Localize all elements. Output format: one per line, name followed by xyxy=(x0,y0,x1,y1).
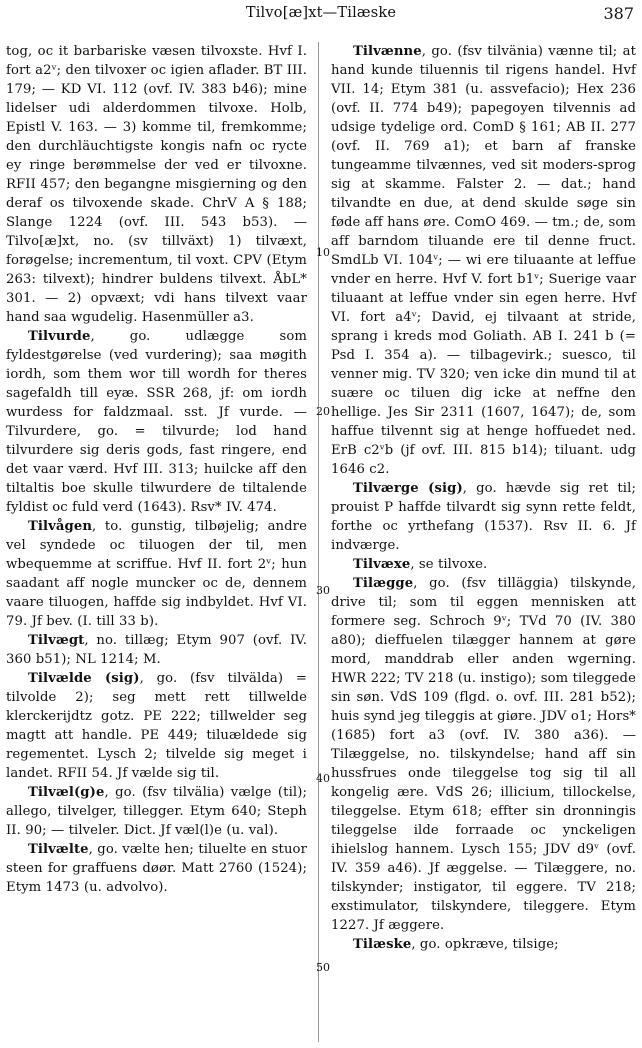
headword: Tilvægt xyxy=(28,633,85,648)
entry-tilvaelde: Tilvælde (sig), go. (fsv tilvälda) = tilvolde 2); seg mett rett tillwelde klerckerijdtz gotz. PE 222; tillwelder seg magtt att handle. PE 449; tiluældede sig regementet. Lysch 2; tilvelde sig meget i landet. RFII 54. Jf vælde sig til. xyxy=(6,671,307,781)
entry-tilvaelte: Tilvælte, go. vælte hen; tiluelte en stuor steen for graffuens døør. Matt 2760 (1524); Etym 1473 (u. advolvo). xyxy=(6,842,307,895)
entry-tilaeske: Tilæske, go. opkræve, tilsige; xyxy=(353,937,559,952)
headword: Tilvågen xyxy=(28,519,93,534)
headword: Tilvæl(g)e xyxy=(28,785,105,800)
line-number: 10 xyxy=(316,246,330,259)
line-number: 50 xyxy=(316,961,330,974)
headword: Tilvælde (sig) xyxy=(28,671,140,686)
page-number: 387 xyxy=(603,4,634,23)
running-header-title: Tilvo[æ]xt—Tilæske xyxy=(245,5,397,21)
headword: Tilvænne xyxy=(353,44,422,59)
line-number: 30 xyxy=(316,584,330,597)
entry-tilvaelge: Tilvæl(g)e, go. (fsv tilvälia) vælge (til); allego, tilvelger, tillegger. Etym 640; Steph II. 90; — tilveler. Dict. Jf væl(l)e (u. val). xyxy=(6,785,307,838)
right-column xyxy=(331,42,636,954)
line-number: 40 xyxy=(316,772,330,785)
headword: Tilvælte xyxy=(28,842,89,857)
entry-tilvaerge: Tilværge (sig), go. hævde sig ret til; prouist P haffde tilvardt sig synn rette feldt, forthe oc yrthefang (1537). Rsv II. 6. Jf indværge. xyxy=(331,481,636,553)
left-column xyxy=(6,42,307,897)
column-divider xyxy=(318,42,319,1042)
line-number: 20 xyxy=(316,405,330,418)
entry-tilvaegt: Tilvægt, no. tillæg; Etym 907 (ovf. IV. 360 b51); NL 1214; M. xyxy=(6,633,307,667)
headword: Tilægge xyxy=(353,576,414,591)
entry-continuation: tog, oc it barbariske væsen tilvoxste. Hvf I. fort a2ᵛ; den tilvoxer oc igien aflader. BT III. 179; — KD VI. 112 (ovf. IV. 383 b46); mine lidelser udi alderdommen tilvoxe. Holb, Epistl V. 163. — 3) komme til, fremkomme; den durchläuchtigste kongis nafn oc rycte ey ringe berømmelse der ved er tilvoxne. RFII 457; den begangne misgierning og den deraf os tilvoxende skade. ChrV A § 188; Slange 1224 (ovf. III. 543 b53). — Tilvo[æ]xt, no. (sv tillväxt) 1) tilvæxt, forøgelse; incrementum, til voxt. CPV (Etym 263: tilvext); hindrer buldens tilvext. ÅbL* 301. — 2) opvæxt; vdi hans tilvext vaar hand saa wgudelig. Hasenmüller a3. xyxy=(6,44,307,325)
headword: Tilværge (sig) xyxy=(353,481,463,496)
headword: Tilvæxe xyxy=(353,557,411,572)
entry-tilvaenne: Tilvænne, go. (fsv tilvänia) vænne til; at hand kunde tiluennis til rigens handel. Hvf VII. 14; Etym 381 (u. assvefacio); Hex 236 (ovf. II. 774 b49); papegoyen tilvennis ad udsige tydelige ord. ComD § 161; AB II. 277 (ovf. II. 769 a1); et barn af franske tungeamme tilvænnes, ved sit moders-sprog sig at skamme. Falster 2. — dat.; hand tilvandte en due, at dend skulde søge sin føde aff hans øre. ComO 469. — tm.; de, som aff barndom tiluande ere til denne fruct. SmdLb VI. 104ᵛ; — wi ere tiluaante at leffue vnder en herre. Hvf V. fort b1ᵛ; Suerige vaar tiluaant at leffue vnder sin egen herre. Hvf VI. fort a4ᵛ; David, ej tilvaant at stride, sprang i kreds mod Goliath. AB I. 241 b (= Psd I. 354 a). — tilbagevirk.; suesco, til venner mig. TV 320; ven icke din mund til at suære oc tiluen dig icke at neffne den hellige. Jes Sir 2311 (1607, 1647); de, som haffue tilvennt sig at henge hoffuedet ned. ErB c2ᵛb (jf ovf. III. 815 b14); tiluant. udg 1646 c2. xyxy=(331,44,636,477)
headword: Tilvurde xyxy=(28,329,91,344)
headword: Tilæske xyxy=(353,937,412,952)
entry-tilvurde: Tilvurde, go. udlægge som fyldestgørelse (ved vurdering); saa møgith iordh, som them wor till wordh for theres sagefaldh till eyæ. SSR 268, jf: om iordh wurdess for faldzmaal. sst. Jf vurde. — Tilvurdere, go. = tilvurde; lod hand tilvurdere sig deris gods, fast ringere, end det vaar værd. Hvf III. 313; huilcke aff den tiltaltis boe skulle tilwurdere de tiltalende fyldist oc fuld verd (1643). Rsv* IV. 474. xyxy=(6,329,307,515)
entry-tilvaexe: Tilvæxe, se tilvoxe. xyxy=(353,557,488,572)
entry-tilvaagen: Tilvågen, to. gunstig, tilbøjelig; andre vel syndede oc tiluogen der til, men wbequemme at scriffue. Hvf II. fort 2ᵛ; hun saadant aff nogle muncker oc de, dennem vaare tiluogen, haffde sig indbyldet. Hvf VI. 79. Jf bev. (I. till 33 b). xyxy=(6,519,307,629)
entry-tilaegge: Tilægge, go. (fsv tilläggia) tilskynde, drive til; som til eggen mennisken att formere seg. Schroch 9ᵛ; TVd 70 (IV. 380 a80); dieffuelen tilægger hannem at gøre mord, manddrab eller anden wgerning. HWR 222; TV 218 (u. instigo); som tileggede sin søn. VdS 109 (flgd. o. ovf. III. 281 b52); huis synd jeg tileggis at giøre. JDV o1; Hors* (1685) fort a3 (ovf. IV. 380 a36). — Tilæggelse, no. tilskyndelse; hand aff sin hussfrues onde tileggelse tog sig til all kongelig ære. VdS 26; illicium, tillockelse, tileggelse. Etym 618; effter sin dronningis tileggelse ilde forraade oc ynckeligen ihielslog hannem. Lysch 155; JDV d9ᵛ (ovf. IV. 359 a46). Jf æggelse. — Tilæggere, no. tilskynder; instigator, til eggere. TV 218; exstimulator, tilskyndere, tileggere. Etym 1227. Jf æggere. xyxy=(331,576,636,933)
